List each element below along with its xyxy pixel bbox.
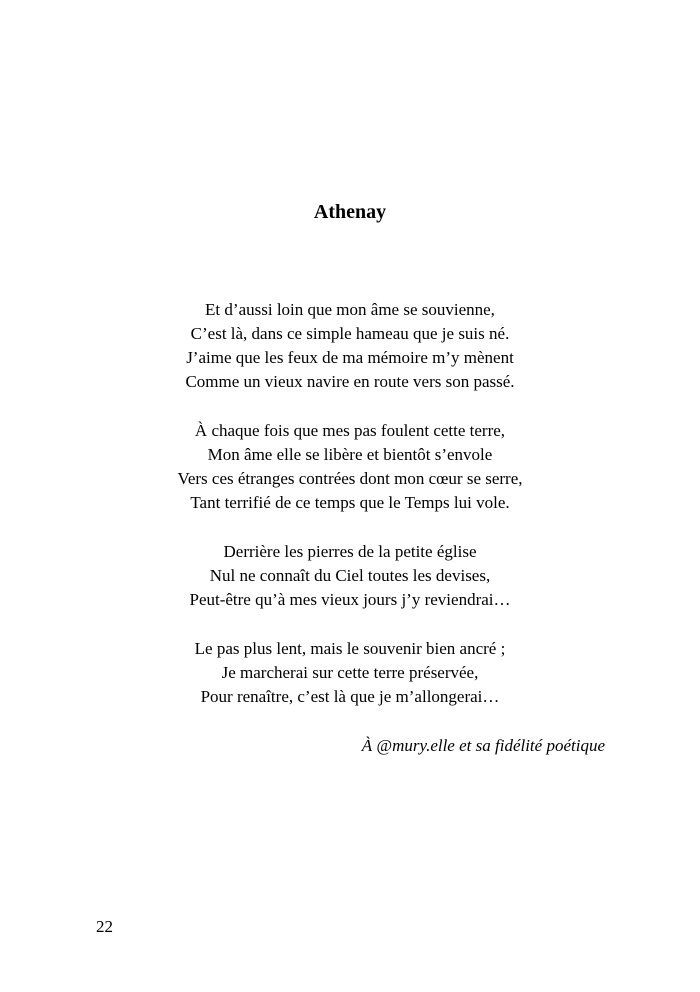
poem-line: Je marcherai sur cette terre préservée, <box>221 663 479 682</box>
page-number: 22 <box>96 917 113 936</box>
poem-line: J’aime que les feux de ma mémoire m’y mènent <box>186 348 514 367</box>
dedication: À @mury.elle et sa fidélité poétique <box>361 736 605 755</box>
poem-line: Tant terrifié de ce temps que le Temps lui vole. <box>190 493 510 512</box>
poem-line: Comme un vieux navire en route vers son passé. <box>185 372 515 391</box>
poem-line: C’est là, dans ce simple hameau que je suis né. <box>190 324 510 343</box>
poem-line: Derrière les pierres de la petite église <box>223 542 477 561</box>
stanza-1 <box>0 298 700 394</box>
poem-line: Vers ces étranges contrées dont mon cœur se serre, <box>177 469 523 488</box>
poem-line: Mon âme elle se libère et bientôt s’envole <box>207 445 493 464</box>
stanza-4 <box>0 637 700 709</box>
poem-line: Et d’aussi loin que mon âme se souvienne, <box>205 300 495 319</box>
poem-title: Athenay <box>313 201 387 223</box>
poem-line: Peut-être qu’à mes vieux jours j’y reviendrai… <box>189 590 511 609</box>
stanza-2 <box>0 419 700 515</box>
poem-line: À chaque fois que mes pas foulent cette terre, <box>194 421 506 440</box>
poem-line: Nul ne connaît du Ciel toutes les devises, <box>209 566 491 585</box>
poem-body <box>0 298 700 734</box>
poem-line: Le pas plus lent, mais le souvenir bien ancré ; <box>194 639 506 658</box>
poem-line: Pour renaître, c’est là que je m’allongerai… <box>200 687 500 706</box>
stanza-3 <box>0 540 700 612</box>
